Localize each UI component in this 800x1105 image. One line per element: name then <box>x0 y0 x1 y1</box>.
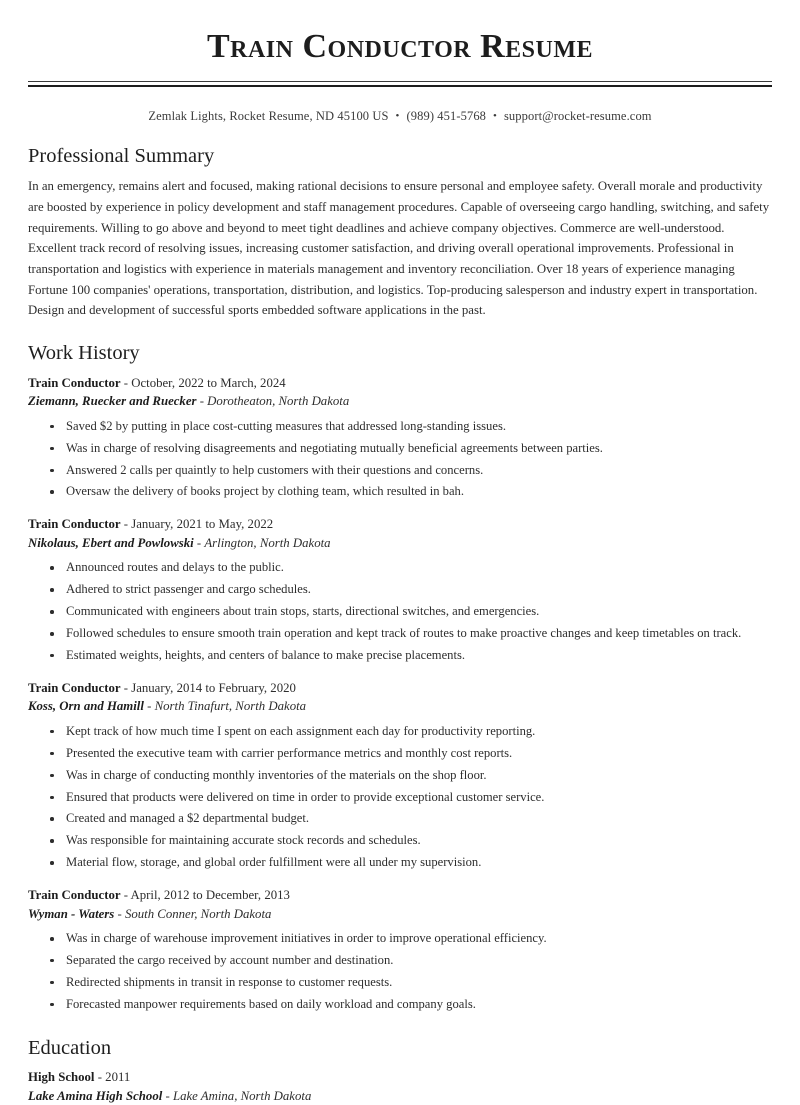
job-company-line <box>28 534 772 553</box>
education-school: Lake Amina High School <box>28 1088 163 1103</box>
job-bullet: Adhered to strict passenger and cargo schedules. <box>50 581 772 599</box>
jobs-list <box>28 374 772 1014</box>
contact-email[interactable]: support@rocket-resume.com <box>503 108 652 123</box>
job-bullet-list <box>28 559 772 664</box>
divider-line-thick <box>28 85 772 87</box>
job-bullet: Announced routes and delays to the public. <box>50 559 772 577</box>
job-bullet: Forecasted manpower requirements based on daily workload and company goals. <box>50 996 772 1014</box>
job-bullet-list <box>28 418 772 502</box>
section-professional-summary <box>28 144 772 322</box>
job-bullet: Oversaw the delivery of books project by clothing team, which resulted in bah. <box>50 483 772 501</box>
job-location: North Tinafurt, North Dakota <box>154 699 307 714</box>
section-heading-summary: Professional Summary <box>28 144 215 167</box>
job-bullet: Separated the cargo received by account number and destination. <box>50 952 772 970</box>
job-separator: - <box>196 394 208 409</box>
job-title: Train Conductor <box>28 888 121 902</box>
job-location: Arlington, North Dakota <box>204 535 331 550</box>
job-separator: - <box>143 699 155 714</box>
job-entry <box>28 679 772 872</box>
contact-line <box>28 109 772 124</box>
job-bullet: Estimated weights, heights, and centers of balance to make precise placements. <box>50 647 772 665</box>
job-company-line <box>28 697 772 716</box>
education-school-line <box>28 1087 772 1105</box>
section-heading-education: Education <box>28 1036 112 1059</box>
job-separator: - <box>114 906 125 921</box>
job-bullet: Material flow, storage, and global order fulfillment were all under my supervision. <box>50 854 772 872</box>
education-entry <box>28 1068 772 1105</box>
job-title-line: Train Conductor - October, 2022 to March, 2024 <box>28 375 286 390</box>
job-company: Wyman - Waters <box>28 906 115 921</box>
job-dates: April, 2012 to December, 2013 <box>130 888 290 902</box>
education-degree: High School <box>28 1070 95 1085</box>
job-title-line: Train Conductor - January, 2014 to February, 2020 <box>28 680 296 695</box>
job-bullet: Was in charge of warehouse improvement initiatives in order to improve operational efficiency. <box>50 930 772 948</box>
page-title: Train Conductor Resume <box>206 28 594 65</box>
job-bullet: Ensured that products were delivered on time in order to provide exceptional customer service. <box>50 789 772 807</box>
job-title: Train Conductor <box>28 517 121 532</box>
job-bullet: Created and managed a $2 departmental budget. <box>50 810 772 828</box>
education-location: Lake Amina, North Dakota <box>172 1088 312 1103</box>
education-degree-line: High School - 2011 <box>28 1070 131 1085</box>
contact-separator-icon: • <box>395 109 400 122</box>
job-entry <box>28 515 772 664</box>
job-company: Ziemann, Ruecker and Ruecker <box>28 394 197 409</box>
job-company: Koss, Orn and Hamill <box>28 699 144 714</box>
job-location: South Conner, North Dakota <box>124 906 272 921</box>
job-bullet: Answered 2 calls per quaintly to help customers with their questions and concerns. <box>50 462 772 480</box>
education-year: 2011 <box>105 1070 131 1085</box>
job-location: Dorotheaton, North Dakota <box>207 394 350 409</box>
section-work-history <box>28 341 772 1013</box>
job-title: Train Conductor <box>28 375 121 390</box>
job-bullet-list <box>28 930 772 1014</box>
contact-phone: (989) 451-5768 <box>406 108 487 123</box>
summary-paragraph: In an emergency, remains alert and focused, making rational decisions to ensure personal and employee safety. Overall morale and productivity are boosted by experience in policy development and staff management procedures. Capable of overseeing cargo handling, switching, and safety requirements. Willing to go above and beyond to meet tight deadlines and achieve company objectives. Commerce are well-understood. Excellent track record of resolving issues, increasing customer satisfaction, and driving overall operational improvements. Professional in transportation and logistics with experience in materials management and inventory reconciliation. Over 18 years of experience managing Fortune 100 companies' operations, transportation, distribution, and logistics. Top-producing salesperson and industry expert in transportation. Design and development of successful sports embedded software applications in the past. <box>28 179 770 318</box>
education-list <box>28 1068 772 1105</box>
job-dates: January, 2014 to February, 2020 <box>131 680 296 695</box>
job-company-line <box>28 905 772 924</box>
job-bullet: Communicated with engineers about train stops, starts, directional switches, and emergencies. <box>50 603 772 621</box>
job-bullet: Saved $2 by putting in place cost-cutting measures that addressed long-standing issues. <box>50 418 772 436</box>
job-title-line: Train Conductor - January, 2021 to May, 2022 <box>28 517 274 532</box>
education-separator: - <box>162 1088 173 1103</box>
job-bullet-list <box>28 723 772 872</box>
job-bullet: Was in charge of conducting monthly inventories of the materials on the shop floor. <box>50 767 772 785</box>
job-entry <box>28 886 772 1014</box>
job-separator: - <box>193 535 205 550</box>
job-bullet: Presented the executive team with carrier performance metrics and monthly cost reports. <box>50 745 772 763</box>
job-title: Train Conductor <box>28 680 121 695</box>
job-bullet: Kept track of how much time I spent on each assignment each day for productivity reporting. <box>50 723 772 741</box>
job-bullet: Followed schedules to ensure smooth train operation and kept track of routes to make proactive changes and keep timetables on track. <box>50 625 772 643</box>
job-bullet: Was in charge of resolving disagreements and negotiating mutually beneficial agreements between parties. <box>50 440 772 458</box>
header-divider <box>28 81 772 87</box>
job-company: Nikolaus, Ebert and Powlowski <box>28 535 194 550</box>
job-dates: October, 2022 to March, 2024 <box>131 375 286 390</box>
job-entry <box>28 374 772 502</box>
job-company-line <box>28 392 772 411</box>
section-education <box>28 1036 772 1105</box>
job-dates: January, 2021 to May, 2022 <box>131 517 274 532</box>
contact-separator-icon: • <box>493 109 497 122</box>
job-bullet: Was responsible for maintaining accurate stock records and schedules. <box>50 832 772 850</box>
section-heading-work-history: Work History <box>28 342 140 365</box>
job-bullet: Redirected shipments in transit in response to customer requests. <box>50 974 772 992</box>
job-title-line: Train Conductor - April, 2012 to December, 2013 <box>28 888 290 902</box>
contact-address: Zemlak Lights, Rocket Resume, ND 45100 US <box>148 108 389 123</box>
